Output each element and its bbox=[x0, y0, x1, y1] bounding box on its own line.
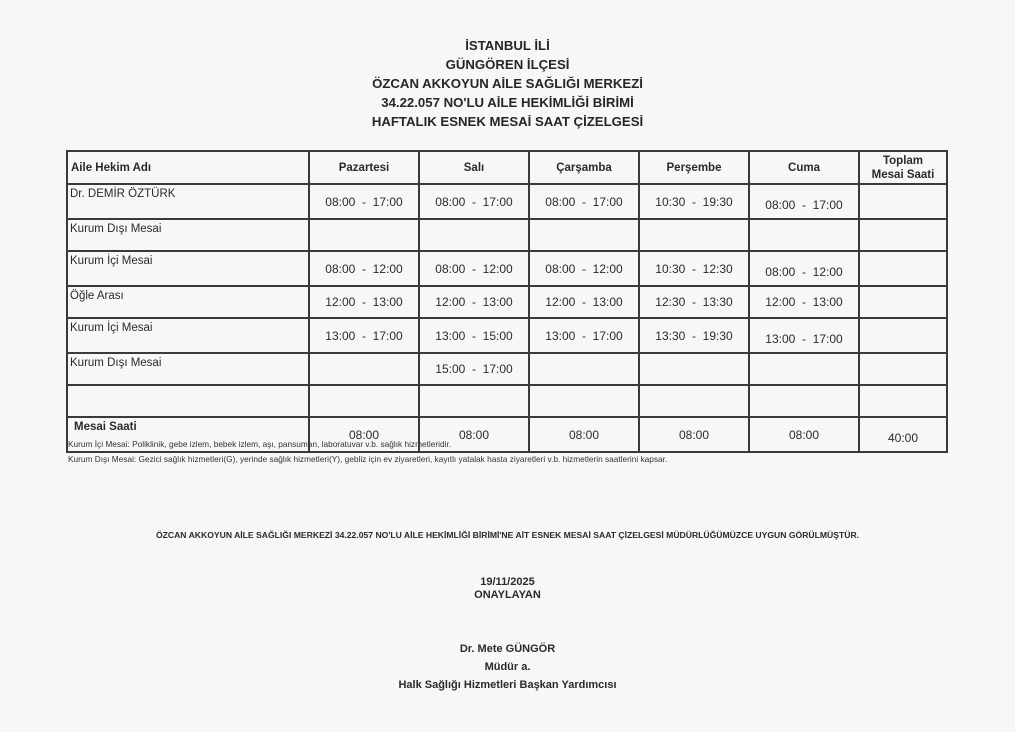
column-header-wednesday: Çarşamba bbox=[529, 151, 639, 184]
row-label bbox=[67, 385, 309, 417]
table-cell bbox=[529, 385, 639, 417]
table-cell: 08:00 - 12:00 bbox=[749, 251, 859, 286]
total-cell: 40:00 bbox=[859, 417, 947, 452]
table-row bbox=[67, 353, 947, 385]
column-header-total-line2: Mesai Saati bbox=[871, 168, 935, 181]
table-cell bbox=[419, 385, 529, 417]
table-cell bbox=[529, 353, 639, 385]
total-cell: 08:00 bbox=[639, 417, 749, 452]
table-cell: 08:00 - 17:00 bbox=[419, 184, 529, 219]
total-row-label: Mesai Saati bbox=[67, 417, 309, 452]
table-cell: 13:00 - 17:00 bbox=[749, 318, 859, 353]
total-cell: 08:00 bbox=[419, 417, 529, 452]
table-cell: 10:30 - 19:30 bbox=[639, 184, 749, 219]
row-label: Dr. DEMİR ÖZTÜRK bbox=[67, 184, 309, 219]
table-cell: 08:00 - 12:00 bbox=[529, 251, 639, 286]
table-cell: 13:30 - 19:30 bbox=[639, 318, 749, 353]
signatory-name: Dr. Mete GÜNGÖR bbox=[459, 643, 556, 655]
column-header-total bbox=[859, 151, 947, 184]
row-label: Kurum İçi Mesai bbox=[67, 251, 309, 286]
column-header-monday: Pazartesi bbox=[309, 151, 419, 184]
schedule-table bbox=[66, 150, 948, 453]
document-header bbox=[0, 36, 1015, 131]
table-cell bbox=[309, 219, 419, 251]
table-cell bbox=[639, 353, 749, 385]
table-cell bbox=[639, 385, 749, 417]
table-cell bbox=[859, 318, 947, 353]
column-header-name: Aile Hekim Adı bbox=[67, 151, 309, 184]
table-cell: 12:30 - 13:30 bbox=[639, 286, 749, 318]
table-row bbox=[67, 318, 947, 353]
table-row bbox=[67, 286, 947, 318]
table-cell bbox=[749, 385, 859, 417]
notes bbox=[68, 437, 667, 467]
signature-block bbox=[0, 576, 1015, 694]
table-cell bbox=[859, 251, 947, 286]
table-cell: 08:00 - 17:00 bbox=[309, 184, 419, 219]
total-cell: 08:00 bbox=[309, 417, 419, 452]
total-cell: 08:00 bbox=[529, 417, 639, 452]
table-cell bbox=[749, 219, 859, 251]
table-cell: 08:00 - 12:00 bbox=[419, 251, 529, 286]
table-row bbox=[67, 251, 947, 286]
table-row bbox=[67, 184, 947, 219]
note-internal-hours: Kurum İçi Mesai: Poliklinik, gebe izlem, bebek izlem, aşı, pansuman, laboratuvar v.b. sağlık hizmetleridir. bbox=[68, 439, 452, 449]
table-cell: 10:30 - 12:30 bbox=[639, 251, 749, 286]
column-header-tuesday: Salı bbox=[419, 151, 529, 184]
table-cell: 13:00 - 17:00 bbox=[309, 318, 419, 353]
total-cell: 08:00 bbox=[749, 417, 859, 452]
header-document-title: HAFTALIK ESNEK MESAİ SAAT ÇİZELGESİ bbox=[371, 114, 644, 129]
table-cell: 13:00 - 17:00 bbox=[529, 318, 639, 353]
table-cell bbox=[859, 286, 947, 318]
table-cell bbox=[859, 385, 947, 417]
signatory-role: Müdür a. bbox=[484, 661, 531, 673]
row-label: Kurum İçi Mesai bbox=[67, 318, 309, 353]
table-cell bbox=[859, 353, 947, 385]
table-cell bbox=[309, 385, 419, 417]
signatory-title: Halk Sağlığı Hizmetleri Başkan Yardımcısı bbox=[398, 679, 617, 691]
table-cell bbox=[859, 184, 947, 219]
approval-statement: ÖZCAN AKKOYUN AİLE SAĞLIĞI MERKEZİ 34.22.057 NO'LU AİLE HEKİMLİĞİ BİRİMİ'NE AİT ESNEK MESAİ SAAT ÇİZELGESİ MÜDÜRLÜĞÜMÜZCE UYGUN GÖRÜLMÜŞTÜR. bbox=[155, 530, 860, 540]
row-label: Öğle Arası bbox=[67, 286, 309, 318]
approval-status: ONAYLAYAN bbox=[474, 589, 541, 601]
header-district: GÜNGÖREN İLÇESİ bbox=[445, 57, 570, 72]
header-health-center: ÖZCAN AKKOYUN AİLE SAĞLIĞI MERKEZİ bbox=[372, 76, 643, 91]
column-header-friday: Cuma bbox=[749, 151, 859, 184]
approval-date: 19/11/2025 bbox=[480, 576, 535, 588]
row-label: Kurum Dışı Mesai bbox=[67, 219, 309, 251]
table-cell bbox=[749, 353, 859, 385]
table-cell bbox=[639, 219, 749, 251]
table-cell: 08:00 - 17:00 bbox=[749, 184, 859, 219]
table-cell: 15:00 - 17:00 bbox=[419, 353, 529, 385]
table-cell bbox=[529, 219, 639, 251]
table-cell: 12:00 - 13:00 bbox=[749, 286, 859, 318]
table-cell bbox=[859, 219, 947, 251]
table-cell: 12:00 - 13:00 bbox=[309, 286, 419, 318]
table-cell: 12:00 - 13:00 bbox=[419, 286, 529, 318]
column-header-thursday: Perşembe bbox=[639, 151, 749, 184]
header-province: İSTANBUL İLİ bbox=[465, 38, 550, 53]
table-cell bbox=[419, 219, 529, 251]
table-header-row bbox=[67, 151, 947, 184]
table-row bbox=[67, 219, 947, 251]
table-cell: 08:00 - 12:00 bbox=[309, 251, 419, 286]
column-header-total-line1: Toplam bbox=[882, 154, 924, 167]
table-cell: 13:00 - 15:00 bbox=[419, 318, 529, 353]
header-unit: 34.22.057 NO'LU AİLE HEKİMLİĞİ BİRİMİ bbox=[381, 95, 634, 110]
table-row bbox=[67, 385, 947, 417]
table-cell: 08:00 - 17:00 bbox=[529, 184, 639, 219]
note-external-hours: Kurum Dışı Mesai: Gezici sağlık hizmetleri(G), yerinde sağlık hizmetleri(Y), gebliz için ev ziyaretleri, kayıtlı yatalak hasta ziyaretleri v.b. hizmetlerin saatlerini kapsar. bbox=[68, 454, 668, 464]
table-cell bbox=[309, 353, 419, 385]
table-cell: 12:00 - 13:00 bbox=[529, 286, 639, 318]
row-label: Kurum Dışı Mesai bbox=[67, 353, 309, 385]
